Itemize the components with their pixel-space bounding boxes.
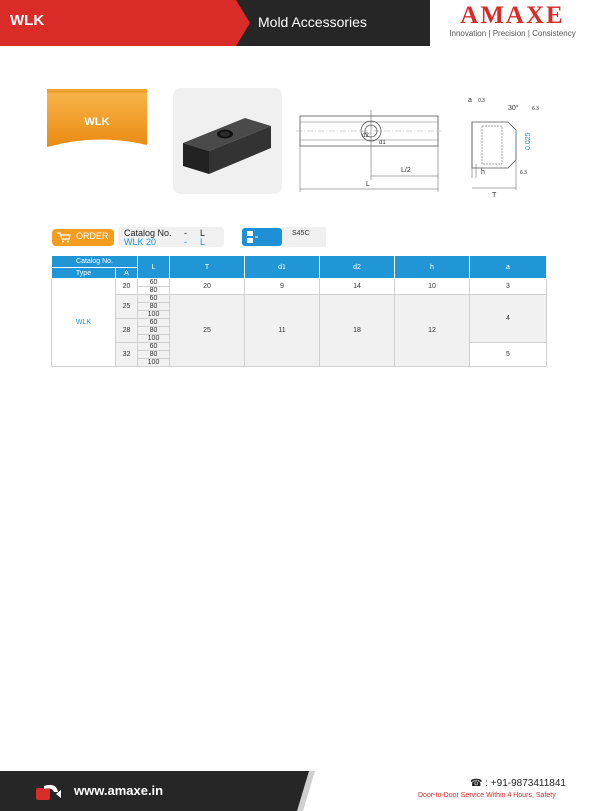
- type-cell: WLK: [52, 279, 116, 367]
- phone-icon: ☎: [470, 778, 486, 789]
- d1-cell: 9: [245, 279, 320, 295]
- catalog-example-l: L: [200, 237, 206, 247]
- t-cell: 25: [170, 295, 245, 367]
- delivery-note: Door-to-Door Service Within 4 Hours, Safety: [418, 792, 556, 799]
- t-cell: 20: [170, 279, 245, 295]
- web-icon: [34, 780, 62, 802]
- catalog-example-dash: -: [184, 237, 187, 247]
- th-A: A: [116, 268, 138, 279]
- th-T: T: [170, 256, 245, 279]
- l-cell: 60: [138, 319, 170, 327]
- a-cell: 32: [116, 343, 138, 367]
- page-header: [0, 0, 593, 46]
- material-icon: [242, 228, 282, 246]
- catalog-dash: -: [184, 228, 187, 238]
- website-link[interactable]: www.amaxe.in: [74, 783, 164, 798]
- side-view-drawing: [296, 110, 442, 200]
- footer-contact-area: [303, 771, 593, 811]
- product-photo: [173, 88, 282, 194]
- dim-d2: d2: [362, 133, 369, 139]
- dim-a-tol: 0.3: [478, 98, 485, 104]
- dim-a: a: [468, 97, 472, 104]
- catalog-l-label: L: [200, 228, 206, 238]
- a-value-cell: 4: [470, 295, 547, 343]
- dim-tol3: 6.3: [520, 170, 527, 176]
- l-cell: 80: [138, 351, 170, 359]
- dim-h: h: [481, 169, 485, 176]
- product-badge: [47, 89, 147, 151]
- th-a: a: [470, 256, 547, 279]
- material-box: [282, 227, 326, 247]
- d1-cell: 11: [245, 295, 320, 367]
- l-cell: 100: [138, 311, 170, 319]
- a-cell: 25: [116, 295, 138, 319]
- th-type: Type: [52, 268, 116, 279]
- th-d1: d1: [245, 256, 320, 279]
- d2-cell: 18: [320, 295, 395, 367]
- catalog-label: Catalog No.: [124, 228, 172, 238]
- dim-T: T: [492, 192, 497, 199]
- catalog-example: [118, 227, 224, 247]
- phone-text: : +91-9873411841: [485, 778, 566, 789]
- dim-angle: 30°: [508, 105, 519, 112]
- h-cell: 12: [395, 295, 470, 367]
- th-catalog: Catalog No.: [52, 256, 138, 268]
- spec-table: [51, 255, 547, 367]
- l-cell: 60: [138, 343, 170, 351]
- a-cell: 20: [116, 279, 138, 295]
- l-cell: 100: [138, 335, 170, 343]
- brand-logo: AMAXE: [460, 2, 565, 29]
- cart-icon: [57, 232, 71, 245]
- dim-half-length: L/2: [401, 167, 411, 174]
- page-title: WLK: [10, 12, 45, 29]
- dim-d1: d1: [379, 140, 386, 146]
- th-d2: d2: [320, 256, 395, 279]
- section-title: Mold Accessories: [258, 14, 367, 30]
- order-label: ORDER: [76, 231, 109, 241]
- a-value-cell: 3: [470, 279, 547, 295]
- dim-tol1: 6.3: [532, 106, 539, 112]
- l-cell: 80: [138, 327, 170, 335]
- l-cell: 80: [138, 303, 170, 311]
- key-block-image: [173, 88, 282, 194]
- a-value-cell: 5: [470, 343, 547, 367]
- brand-tagline: Innovation | Precision | Consistency: [449, 29, 576, 38]
- th-h: h: [395, 256, 470, 279]
- order-button[interactable]: [52, 229, 114, 246]
- d2-cell: 14: [320, 279, 395, 295]
- catalog-example-value: WLK 20: [124, 237, 157, 247]
- end-view-drawing: [458, 94, 558, 200]
- a-cell: 28: [116, 319, 138, 343]
- l-cell: 60: [138, 279, 170, 287]
- h-cell: 10: [395, 279, 470, 295]
- badge-label: WLK: [84, 116, 110, 128]
- l-cell: 100: [138, 359, 170, 367]
- l-cell: 80: [138, 287, 170, 295]
- th-L: L: [138, 256, 170, 279]
- l-cell: 60: [138, 295, 170, 303]
- dim-length: L: [366, 181, 370, 188]
- dim-A: 0.025: [525, 132, 532, 150]
- phone-number: [470, 778, 566, 789]
- material-value: S45C: [292, 230, 310, 237]
